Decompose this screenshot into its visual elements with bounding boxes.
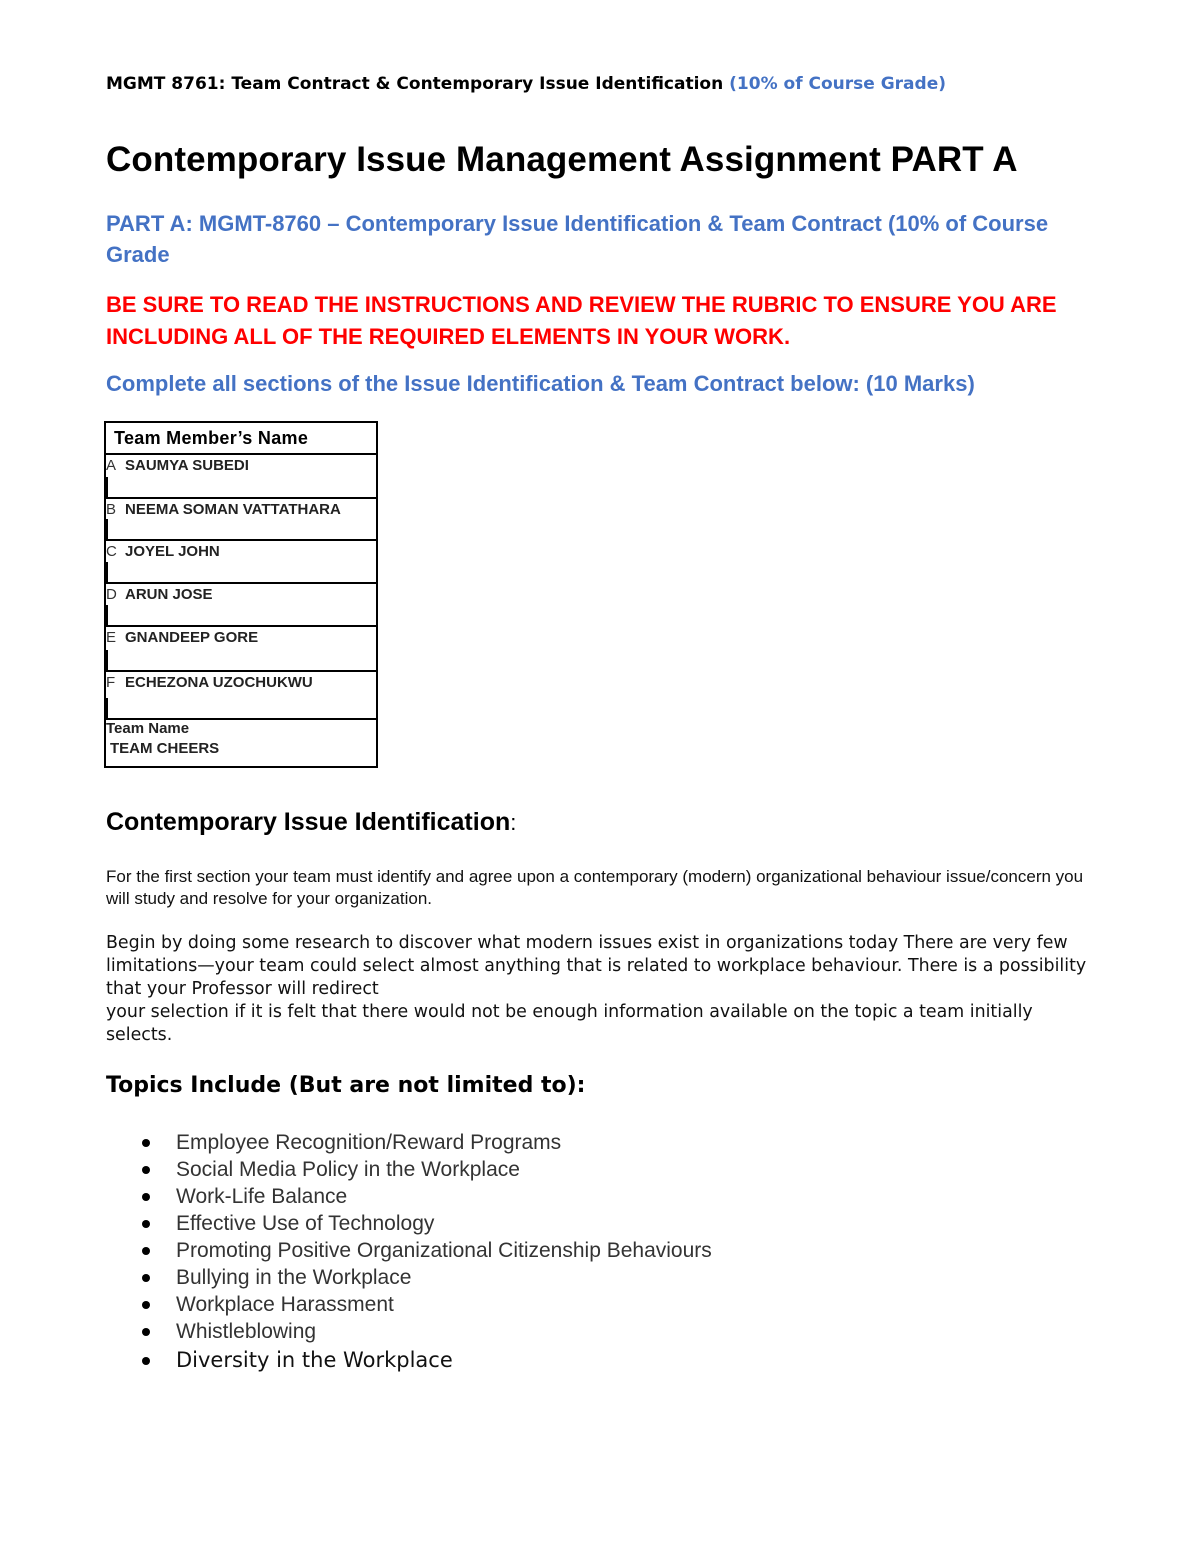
bullet-icon bbox=[142, 1274, 150, 1282]
issue-paragraph-2-line-1: Begin by doing some research to discover what modern issues exist in organizations today There are very few limitations—your team could select almost anything that is related to workplace behaviour. There is a possibility that your Professor will redirect bbox=[106, 933, 1087, 999]
topic-text: Promoting Positive Organizational Citizenship Behaviours bbox=[176, 1239, 712, 1262]
topic-text: Social Media Policy in the Workplace bbox=[176, 1158, 520, 1181]
member-name: ECHEZONA UZOCHUKWU bbox=[125, 674, 313, 691]
topics-title: Topics Include (But are not limited to): bbox=[106, 1073, 586, 1098]
member-letter: A bbox=[106, 457, 117, 474]
issue-section-title bbox=[106, 808, 516, 837]
team-name-value: TEAM CHEERS bbox=[110, 740, 220, 757]
topic-text: Effective Use of Technology bbox=[176, 1212, 435, 1235]
issue-paragraph-1: For the first section your team must identify and agree upon a contemporary (modern) organizational behaviour issue/concern you will study and resolve for your organization. bbox=[106, 867, 1084, 908]
topic-item bbox=[140, 1264, 712, 1291]
member-name: GNANDEEP GORE bbox=[125, 629, 259, 646]
topic-item bbox=[140, 1183, 712, 1210]
member-name: SAUMYA SUBEDI bbox=[125, 457, 249, 474]
team-name-row bbox=[106, 720, 376, 766]
issue-title-text: Contemporary Issue Identification bbox=[106, 808, 511, 836]
team-name-label: Team Name bbox=[106, 720, 190, 737]
topic-text: Employee Recognition/Reward Programs bbox=[176, 1131, 562, 1154]
topic-item bbox=[140, 1129, 712, 1156]
bullet-icon bbox=[142, 1328, 150, 1336]
bullet-icon bbox=[142, 1301, 150, 1309]
topic-text: Workplace Harassment bbox=[176, 1293, 394, 1316]
row-tick bbox=[106, 605, 108, 625]
bullet-icon bbox=[142, 1247, 150, 1255]
topic-text: Whistleblowing bbox=[176, 1320, 317, 1343]
issue-paragraph-2-line-2: your selection if it is felt that there would not be enough information available on the topic a team initially selects. bbox=[106, 1002, 1033, 1045]
topic-item bbox=[140, 1345, 712, 1375]
bullet-icon bbox=[142, 1166, 150, 1174]
topic-item bbox=[140, 1210, 712, 1237]
member-letter: F bbox=[106, 674, 116, 691]
team-member-row bbox=[106, 584, 376, 627]
part-a-heading: PART A: MGMT-8760 – Contemporary Issue Identification & Team Contract (10% of Course Grade bbox=[106, 211, 1049, 267]
topic-item bbox=[140, 1237, 712, 1264]
issue-title-colon: : bbox=[510, 810, 517, 835]
team-member-row bbox=[106, 541, 376, 584]
member-name: NEEMA SOMAN VATTATHARA bbox=[125, 501, 341, 518]
topic-item bbox=[140, 1318, 712, 1345]
team-table-header: Team Member’s Name bbox=[106, 423, 376, 455]
issue-paragraph-2 bbox=[106, 932, 1096, 1047]
bullet-icon bbox=[142, 1139, 150, 1147]
topic-text: Diversity in the Workplace bbox=[176, 1348, 453, 1372]
member-name: ARUN JOSE bbox=[125, 586, 213, 603]
page-title: Contemporary Issue Management Assignment PART A bbox=[106, 140, 1018, 179]
bullet-icon bbox=[142, 1357, 150, 1365]
member-letter: C bbox=[106, 543, 117, 560]
member-letter: D bbox=[106, 586, 117, 603]
course-title: MGMT 8761: Team Contract & Contemporary Issue Identification bbox=[106, 74, 724, 94]
member-letter: E bbox=[106, 629, 117, 646]
team-member-row bbox=[106, 627, 376, 672]
team-member-row bbox=[106, 499, 376, 541]
row-tick bbox=[106, 477, 108, 497]
bullet-icon bbox=[142, 1220, 150, 1228]
topic-item bbox=[140, 1291, 712, 1318]
topic-item bbox=[140, 1156, 712, 1183]
row-tick bbox=[106, 650, 108, 670]
grade-note: (10% of Course Grade) bbox=[729, 74, 946, 94]
member-name: JOYEL JOHN bbox=[125, 543, 220, 560]
complete-instructions: Complete all sections of the Issue Identification & Team Contract below: (10 Marks) bbox=[106, 371, 975, 396]
row-tick bbox=[106, 698, 108, 718]
row-tick bbox=[106, 562, 108, 582]
team-member-row bbox=[106, 672, 376, 720]
topic-text: Bullying in the Workplace bbox=[176, 1266, 412, 1289]
row-tick bbox=[106, 519, 108, 539]
course-header bbox=[106, 74, 946, 94]
bullet-icon bbox=[142, 1193, 150, 1201]
rubric-warning: BE SURE TO READ THE INSTRUCTIONS AND REVIEW THE RUBRIC TO ENSURE YOU ARE INCLUDING ALL OF THE REQUIRED ELEMENTS IN YOUR WORK. bbox=[106, 292, 1057, 349]
member-letter: B bbox=[106, 501, 117, 518]
team-table bbox=[104, 421, 378, 768]
topic-text: Work-Life Balance bbox=[176, 1185, 348, 1208]
team-member-row bbox=[106, 455, 376, 499]
topics-list bbox=[140, 1129, 712, 1375]
